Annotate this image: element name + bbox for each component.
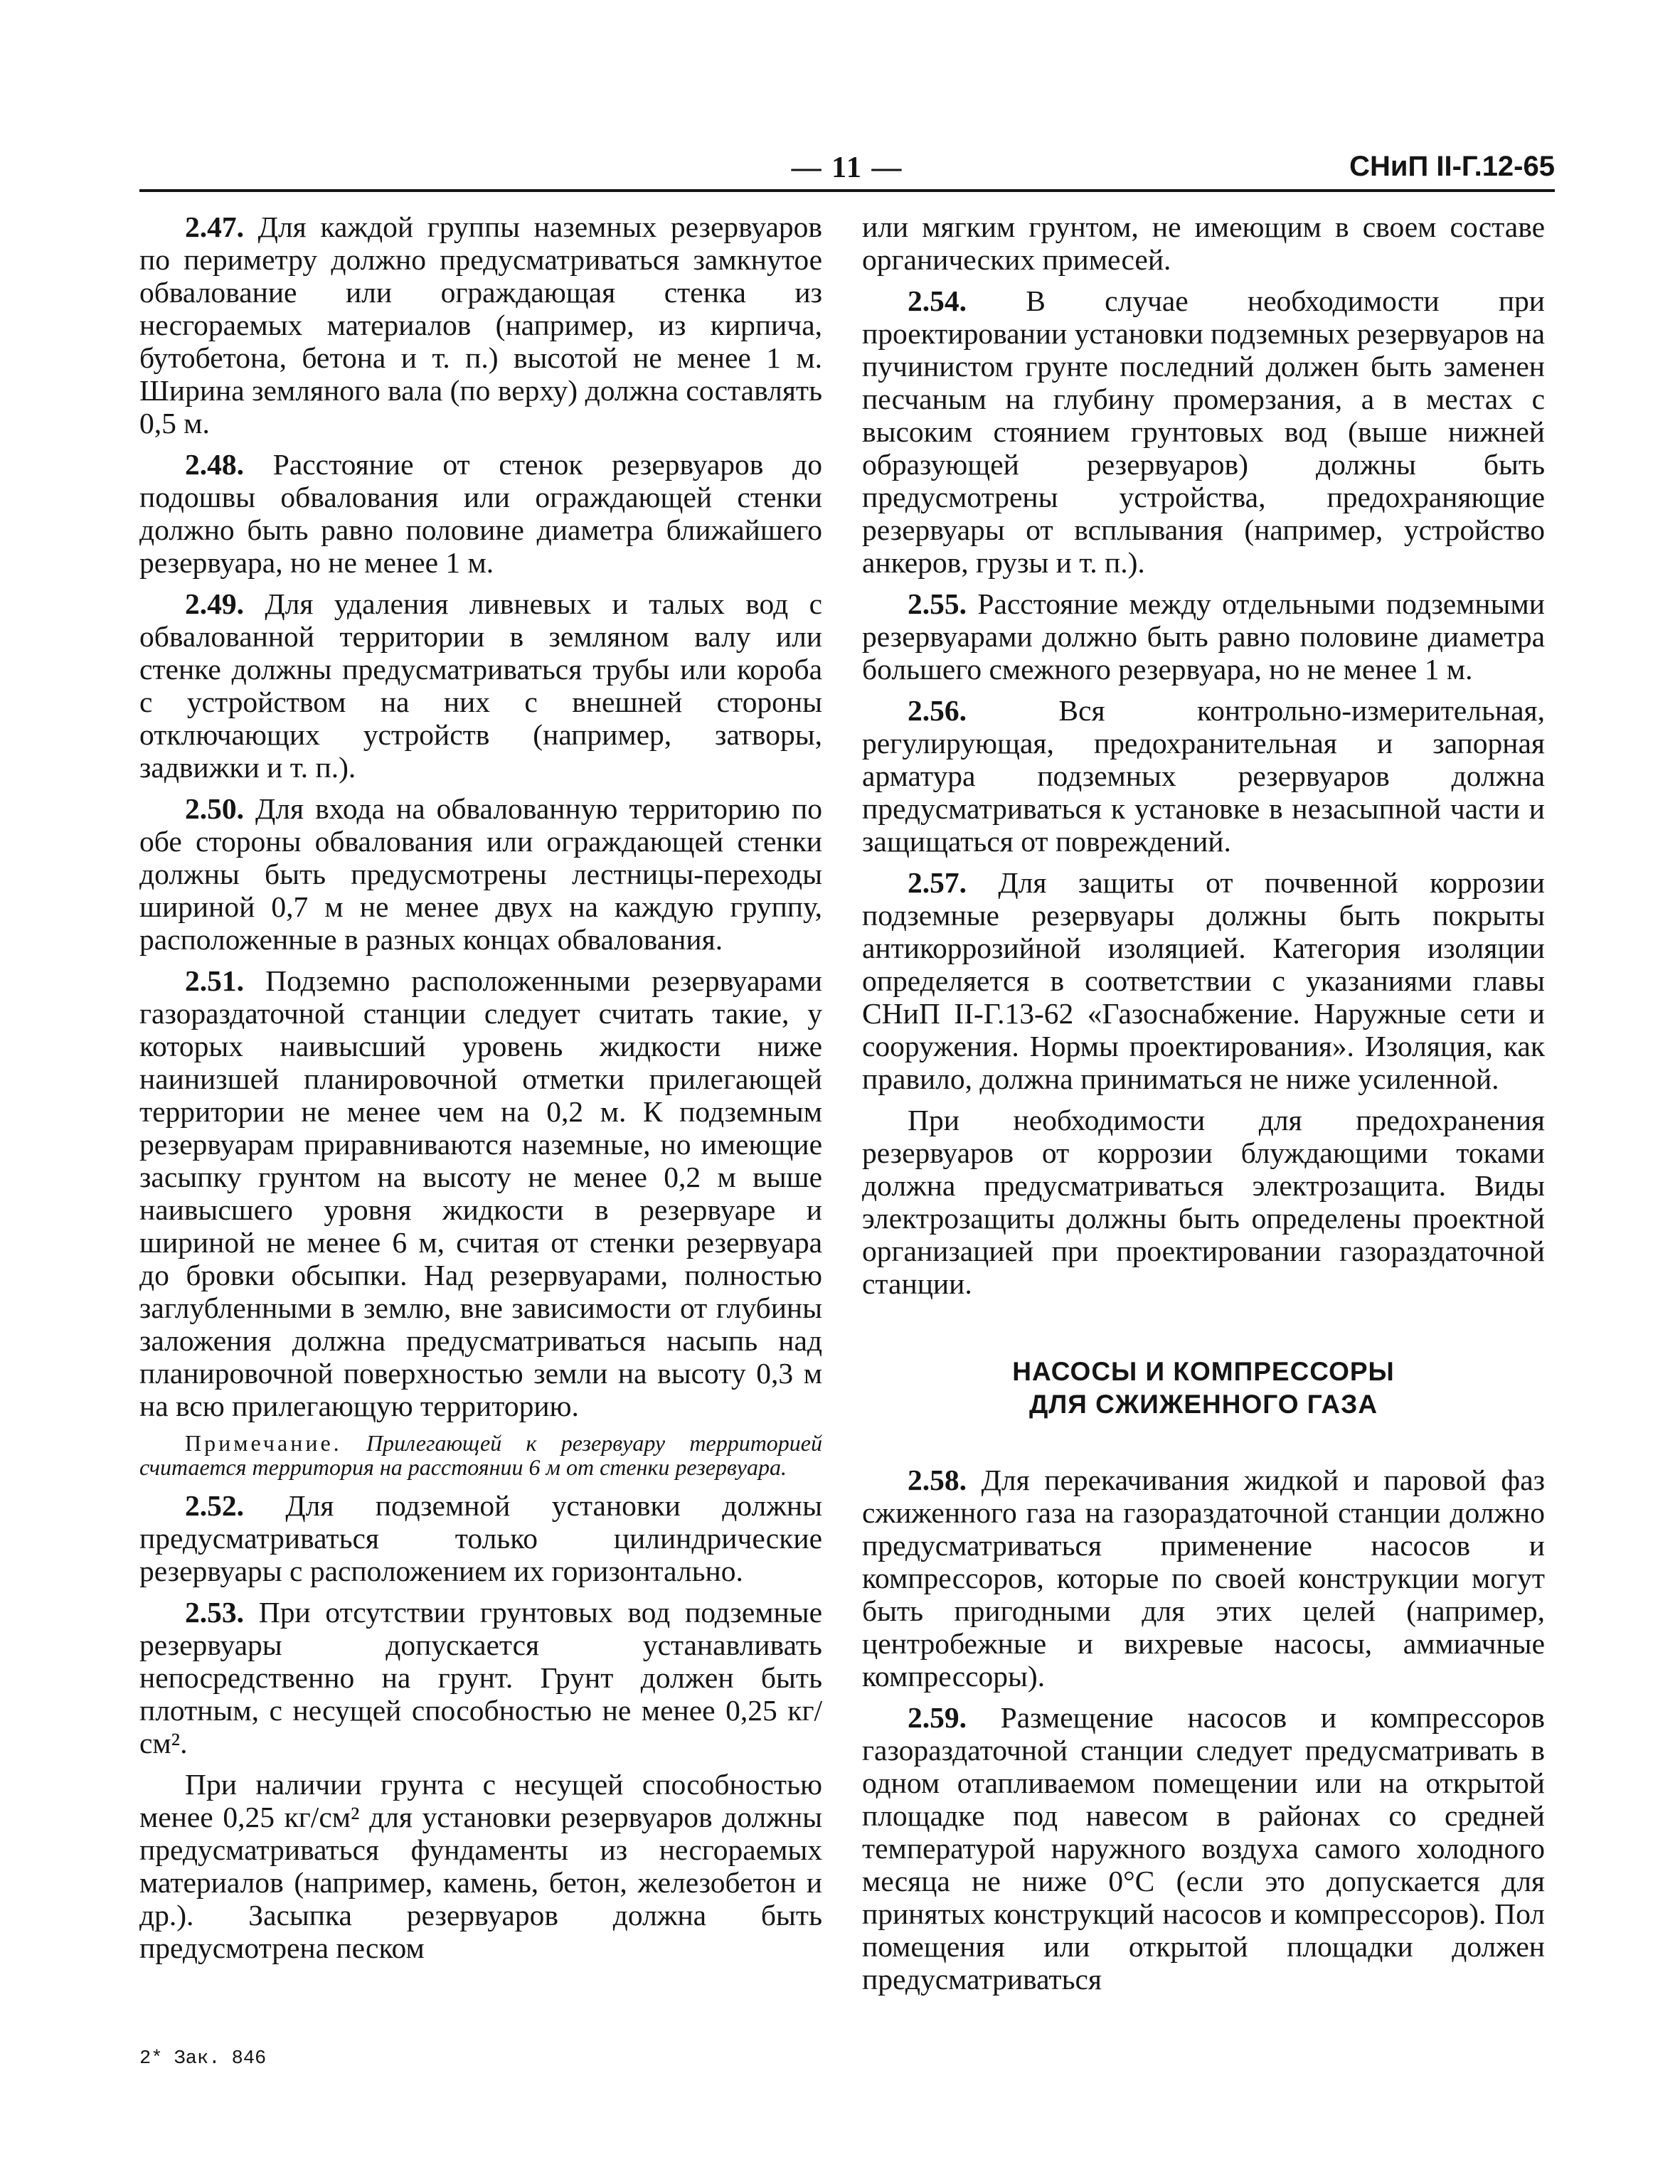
clause-text: Для подземной установки должны предусматриваться только цилиндрические резервуары с расположением их горизонтально. [139,1489,822,1587]
paragraph-2-58 [862,1464,1545,1693]
clause-text: При отсутствии грунтовых вод подземные резервуары допускается устанавливать непосредственно на грунт. Грунт должен быть плотным, с несущей способностью не менее 0,25 кг/см². [139,1596,823,1759]
clause-text: Расстояние от стенок резервуаров до подошвы обвалования или ограждающей стенки должно быть равно половине диаметра ближайшего резервуара, но не менее 1 м. [139,448,822,579]
right-column [862,211,1545,2004]
paragraph-2-56 [862,694,1545,858]
clause-number: 2.48. [185,448,244,481]
clause-number: 2.56. [908,694,967,727]
clause-text: Для входа на обвалованную территорию по обе стороны обвалования или ограждающей стенки должны быть предусмотрены лестницы-переходы шириной 0,7 м не менее двух на каждую группу, расположенные в разных концах обвалования. [139,792,822,956]
clause-number: 2.50. [185,792,244,825]
clause-text: Подземно расположенными резервуарами газораздаточной станции следует считать такие, у которых наивысший уровень жидкости ниже наинизшей планировочной отметки прилегающей территории не менее чем на 0,2 м. К подземным резервуарам приравниваются наземные, но имеющие засыпку грунтом на высоту не менее 0,2 м выше наивысшего уровня жидкости в резервуаре и шириной не менее 6 м, считая от стенки резервуара до бровки обсыпки. Над резервуарами, полностью заглубленными в землю, вне зависимости от глубины заложения должна предусматриваться насыпь над планировочной поверхностью земли на высоту 0,3 м на всю прилегающую территорию. [139,964,823,1422]
clause-number: 2.55. [908,587,967,620]
paragraph-2-53-continued: При наличии грунта с несущей способностью менее 0,25 кг/см² для установки резервуаров должны предусматриваться фундаменты из несгораемых материалов (например, камень, бетон, железобетон и др.). Засыпка резервуаров должна быть предусмотрена песком [139,1768,822,1964]
print-mark: 2* Зак. 846 [139,2048,267,2070]
clause-number: 2.58. [908,1464,967,1496]
paragraph-2-50 [139,792,822,956]
note [139,1431,822,1479]
clause-number: 2.52. [185,1489,244,1522]
clause-text: Размещение насосов и компрессоров газораздаточной станции следует предусматривать в одном отапливаемом помещении или на открытой площадке под навесом в районах со средней температурой наружного воздуха самого холодного месяца не ниже 0°С (если это допускается для принятых конструкций насосов и компрессоров). Пол помещения или открытой площадки должен предусматриваться [862,1701,1545,1996]
paragraph-2-55 [862,587,1545,686]
clause-text: Для удаления ливневых и талых вод с обвалованной территории в земляном валу или стенке должны предусматриваться трубы или короба с устройством на них с внешней стороны отключающих устройств (например, затворы, задвижки и т. п.). [139,587,823,784]
clause-number: 2.49. [185,587,244,620]
clause-number: 2.47. [185,211,244,243]
clause-text: Для каждой группы наземных резервуаров по периметру должно предусматриваться замкнутое обвалование или ограждающая стенка из несгораемых материалов (например, из кирпича, бутобетона, бетона и т. п.) высотой не менее 1 м. Ширина земляного вала (по верху) должна составлять 0,5 м. [139,211,823,440]
paragraph-2-57-continued: При необходимости для предохранения резервуаров от коррозии блуждающими токами должна предусматриваться электрозащита. Виды электрозащиты должны быть определены проектной организацией при проектировании газораздаточной станции. [862,1104,1545,1300]
paragraph-2-48 [139,448,822,579]
paragraph-2-47 [139,211,822,440]
note-label: Примечание. [185,1430,342,1456]
clause-text: Для защиты от почвенной коррозии подземные резервуары должны быть покрыты антикоррозийной изоляцией. Категория изоляции определяется в соответствии с указаниями главы СНиП II-Г.13-62 «Газоснабжение. Наружные сети и сооружения. Нормы проектирования». Изоляция, как правило, должна приниматься не ниже усиленной. [862,866,1545,1095]
clause-number: 2.54. [908,284,967,317]
page-number: — 11 — [791,151,903,184]
paragraph-2-59 [862,1701,1545,1996]
left-column [139,211,822,1973]
note-text: Прилегающей к резервуару территорией считается территория на расстоянии 6 м от стенки резервуара. [139,1430,823,1480]
document-code: СНиП II-Г.12-65 [1349,151,1555,182]
clause-number: 2.59. [908,1701,967,1734]
paragraph-2-49 [139,587,822,784]
clause-text: В случае необходимости при проектировании установки подземных резервуаров на пучинистом грунте последний должен быть заменен песчаным на глубину промерзания, а в местах с высоким стоянием грунтовых вод (выше нижней образующей резервуаров) должны быть предусмотрены устройства, предохраняющие резервуары от всплывания (например, устройство анкеров, грузы и т. п.). [862,284,1545,579]
paragraph-2-51 [139,964,822,1422]
clause-text: Вся контрольно-измерительная, регулирующая, предохранительная и запорная арматура подземных резервуаров должна предусматриваться к установке в незасыпной части и защищаться от повреждений. [862,694,1545,858]
clause-text: Для перекачивания жидкой и паровой фаз сжиженного газа на газораздаточной станции должно предусматриваться применение насосов и компрессоров, которые по своей конструкции могут быть пригодными для этих целей (например, центробежные и вихревые насосы, аммиачные компрессоры). [862,1464,1546,1693]
paragraph-2-53 [139,1596,822,1759]
paragraph-2-57 [862,866,1545,1095]
paragraph-2-52 [139,1489,822,1587]
clause-number: 2.53. [185,1596,244,1629]
clause-number: 2.51. [185,964,244,997]
section-title-line-1: НАСОСЫ И КОМПРЕССОРЫ [1012,1357,1395,1386]
clause-number: 2.57. [908,866,967,899]
clause-text: Расстояние между отдельными подземными резервуарами должно быть равно половине диаметра большего смежного резервуара, но не менее 1 м. [862,587,1545,686]
section-title-line-2: ДЛЯ СЖИЖЕННОГО ГАЗА [1028,1390,1378,1419]
paragraph-continuation: или мягким грунтом, не имеющим в своем составе органических примесей. [862,211,1545,276]
section-title [862,1355,1545,1421]
page-header [139,147,1555,192]
paragraph-2-54 [862,284,1545,579]
